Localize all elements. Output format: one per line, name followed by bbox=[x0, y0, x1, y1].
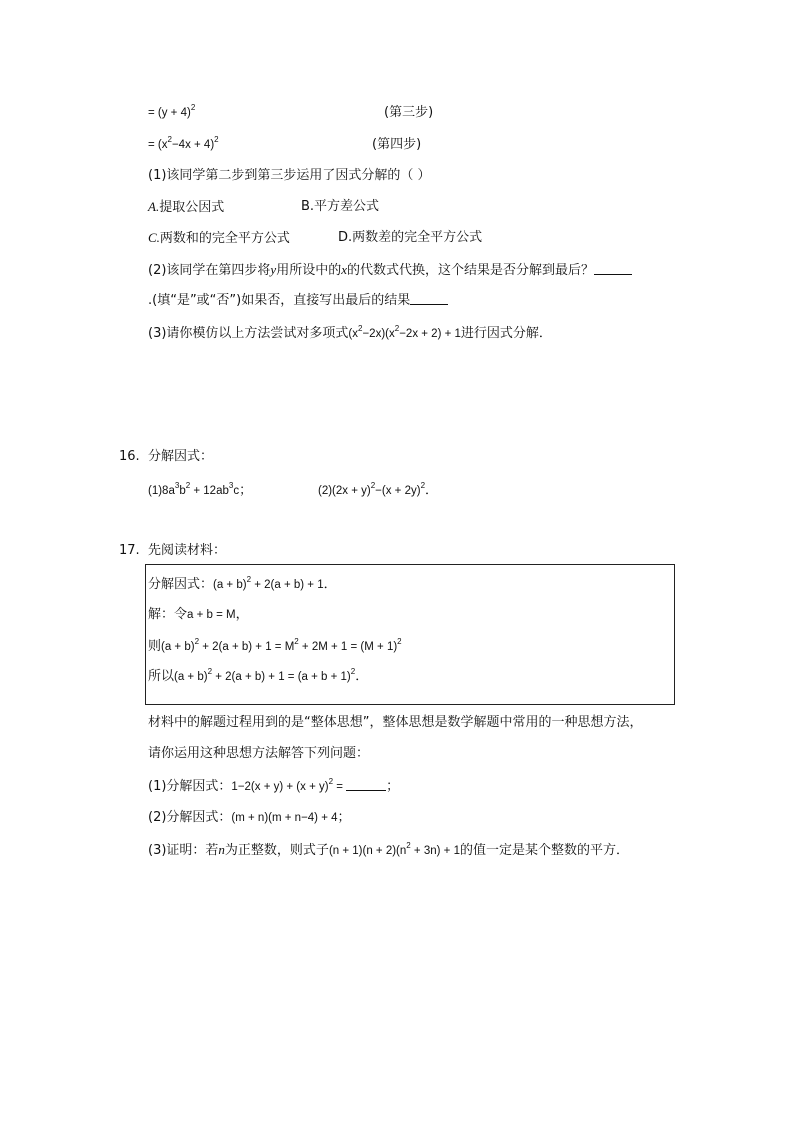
step4-label: (第四步) bbox=[372, 137, 422, 152]
q15-part1: (1)该同学第二步到第三步运用了因式分解的（ ） bbox=[148, 168, 431, 183]
polynomial: $(x^2-2x)(x^2-2x + 2) + 1$ bbox=[348, 324, 461, 340]
expression: $(2)(2x + y)^2-(x + 2y)^2$ bbox=[318, 481, 426, 497]
option-a bbox=[148, 198, 224, 217]
material-line4: 所以$(a + b)^2 + 2(a + b) + 1 = (a + b + 1)^2$． bbox=[148, 667, 369, 684]
expression: $(1)8a^3b^2 + 12ab^3c$ bbox=[148, 481, 240, 497]
step3-expression: = $(y + 4)^2$ bbox=[148, 103, 196, 119]
answer-blank[interactable] bbox=[410, 292, 448, 305]
option-a-text: 提取公因式 bbox=[159, 200, 225, 215]
q16-part2: $(2)(2x + y)^2-(x + 2y)^2$． bbox=[318, 481, 439, 498]
q17-part2: (2)分解因式：(m + n)(m + n−4) + 4； bbox=[148, 810, 351, 825]
answer-blank[interactable] bbox=[346, 778, 386, 791]
q17-text1: 材料中的解题过程用到的是“整体思想”，整体思想是数学解题中常用的一种思想方法， bbox=[148, 715, 643, 730]
material-line2: 解：令a + b = M， bbox=[148, 607, 249, 622]
q15-part3: (3)请你模仿以上方法尝试对多项式$(x^2-2x)(x^2-2x + 2) + 1$进行因式分解． bbox=[148, 324, 552, 341]
option-c-text: 两数和的完全平方公式 bbox=[159, 231, 290, 246]
question-title: 分解因式： bbox=[148, 449, 214, 464]
step4-line bbox=[148, 136, 219, 154]
step4-expression: = $(x^2-4x + 4)^2$ bbox=[148, 135, 219, 151]
q17-text2: 请你运用这种思想方法解答下列问题： bbox=[148, 746, 370, 761]
step3-line bbox=[148, 104, 195, 122]
question-title: 先阅读材料： bbox=[148, 543, 227, 558]
material-line3: 则$(a + b)^2 + 2(a + b) + 1 = M^2 + 2M + 1 = (M + 1)^2$ bbox=[148, 637, 402, 654]
question-number: 17. bbox=[119, 543, 140, 558]
question-number: 16. bbox=[119, 449, 140, 464]
step3-label: (第三步) bbox=[384, 105, 434, 120]
q15-part2-line1: (2)该同学在第四步将y用所设中的x的代数式代换，这个结果是否分解到最后？ bbox=[148, 261, 632, 280]
option-b: B.平方差公式 bbox=[301, 199, 380, 214]
q17-part1: (1)分解因式：$1-2(x + y) + (x + y)^2$ = ； bbox=[148, 777, 400, 794]
material-line1: 分解因式：$(a + b)^2 + 2(a + b) + 1$． bbox=[148, 575, 337, 592]
q16-part1: $(1)8a^3b^2 + 12ab^3c$； bbox=[148, 481, 253, 498]
option-a-letter: A. bbox=[148, 199, 160, 214]
answer-blank[interactable] bbox=[594, 262, 632, 275]
option-c bbox=[148, 229, 290, 248]
option-c-letter: C. bbox=[148, 230, 160, 245]
q15-part2-line2: .(填“是”或“否”)如果否，直接写出最后的结果 bbox=[148, 292, 448, 310]
q17-part3: (3)证明：若n为正整数，则式子$(n + 1)(n + 2)(n^2 + 3n) + 1$的值一定是某个整数的平方． bbox=[148, 841, 629, 858]
option-d: D.两数差的完全平方公式 bbox=[338, 230, 483, 245]
